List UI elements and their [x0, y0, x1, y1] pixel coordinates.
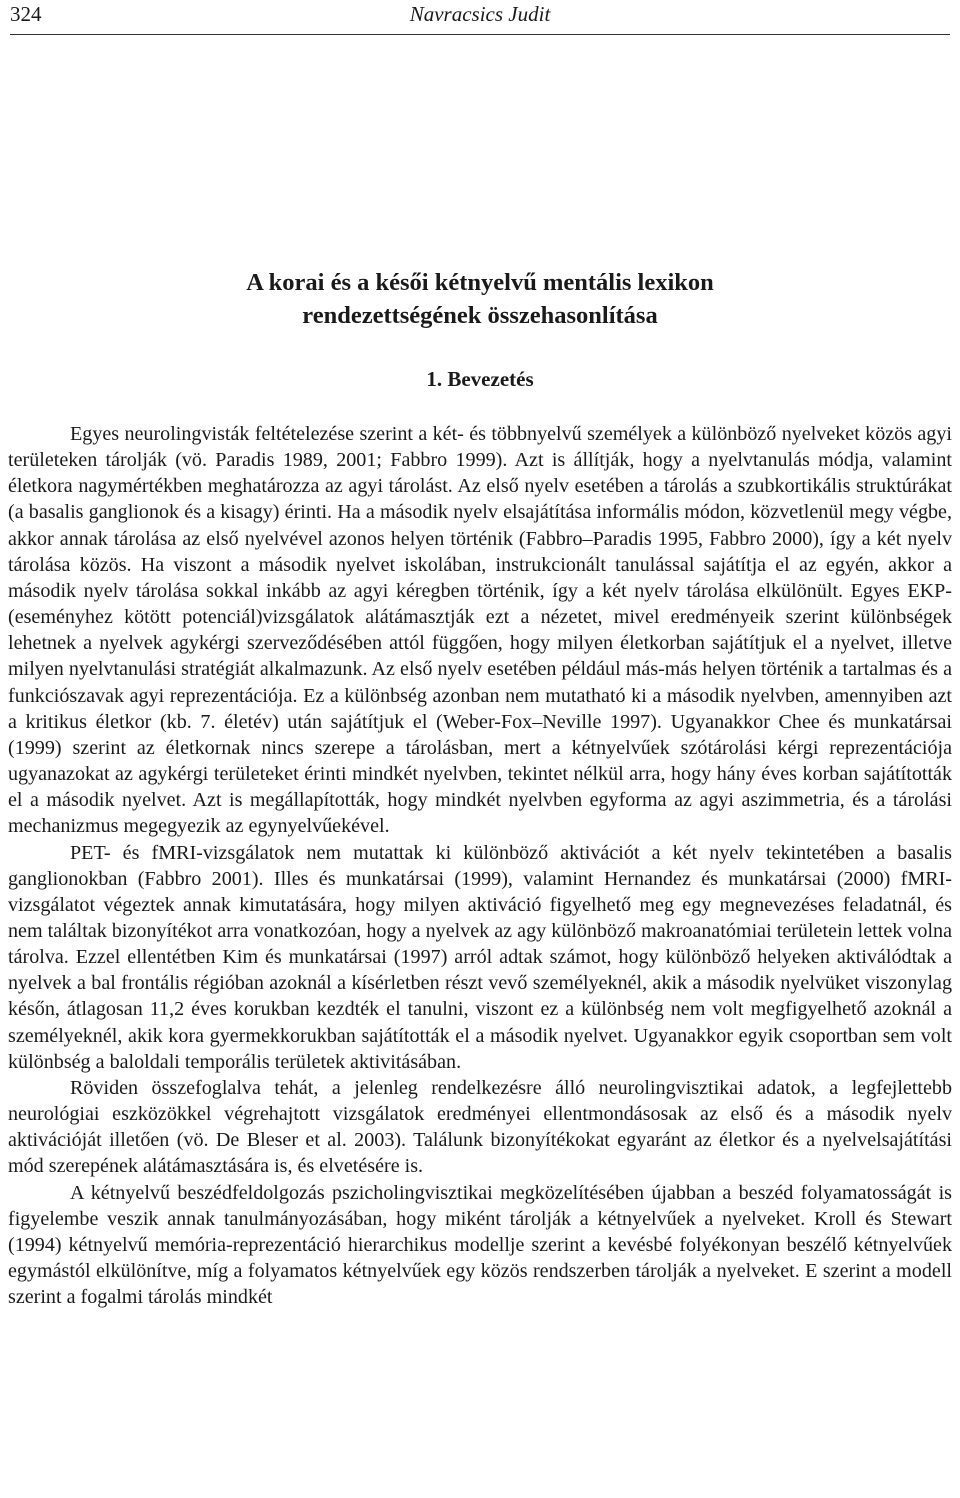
paragraph: PET- és fMRI-vizsgálatok nem mutattak ki különböző aktivációt a két nyelv tekintetében a basalis ganglionokban (Fabbro 2001). Illes és munkatársai (1999), valamint Hernandez és munkatársai (2000) fMRI-vizsgálatot végeztek annak kimutatására, hogy milyen aktiváció figyelhető meg egy megnevezéses feladatnál, és nem találtak bizonyítékot arra vonatkozóan, hogy a nyelvek az agy különböző makroanatómiai területein lettek volna tárolva. Ezzel ellentétben Kim és munkatársai (1997) arról adtak számot, hogy különböző helyeken aktiválódtak a nyelvek a bal frontális régióban azoknál a kísérletben részt vevő személyeknél, akik a második nyelvüket viszonylag későn, átlagosan 11,2 éves korukban kezdték el tanulni, viszont ez a különbség nem volt megfigyelhető azoknál a személyeknél, akik kora gyermekkorukban sajátították el a második nyelvet. Ugyanakkor egyik csoportban sem volt különbség a baloldali temporális területek aktivitásában.: [8, 841, 952, 1073]
paragraph: Röviden összefoglalva tehát, a jelenleg rendelkezésre álló neurolingvisztikai adatok, a legfejlettebb neurológiai eszközökkel végrehajtott vizsgálatok eredményei ellentmondásosak az első és a második nyelv aktivációját illetően (vö. De Bleser et al. 2003). Találunk bizonyítékokat egyaránt az életkor és a nyelvelsajátítási mód szerepének alátámasztására is, és elvetésére is.: [8, 1076, 952, 1178]
page-number: 324: [10, 2, 42, 26]
section-heading: 1. Bevezetés: [426, 367, 534, 391]
article-title-line-1: A korai és a késői kétnyelvű mentális lexikon: [246, 269, 714, 296]
running-header: [10, 0, 950, 35]
paragraph: A kétnyelvű beszédfeldolgozás pszicholingvisztikai megközelítésében újabban a beszéd folyamatosságát is figyelembe veszik annak tanulmányozásában, hogy miként tárolják a kétnyelvűek a nyelveket. Kroll és Stewart (1994) kétnyelvű memória-reprezentáció hierarchikus modellje szerint a kevésbé folyékonyan beszélő kétnyelvűek egymástól elkülönítve, míg a folyamatos kétnyelvűek egy közös rendszerben tárolják a nyelveket. E szerint a modell szerint a fogalmi tárolás mindkét: [8, 1181, 952, 1309]
body-text: [8, 421, 952, 1310]
running-author: Navracsics Judit: [409, 2, 551, 26]
article-title-line-2: rendezettségének összehasonlítása: [302, 302, 658, 329]
article-title: [0, 266, 960, 332]
paragraph: Egyes neurolingvisták feltételezése szerint a két- és többnyelvű személyek a különböző nyelveket közös agyi területeken tárolják (vö. Paradis 1989, 2001; Fabbro 1999). Azt is állítják, hogy a nyelvtanulás módja, valamint életkora nagymértékben meghatározza az agyi tárolást. Az első nyelv esetében a tárolás a szubkortikális struktúrákat (a basalis ganglionok és a kisagy) érinti. Ha a második nyelv elsajátítása informális módon, közvetlenül megy végbe, akkor annak tárolása az első nyelvével azonos helyen történik (Fabbro–Paradis 1995, Fabbro 2000), így a két nyelv tárolása közös. Ha viszont a második nyelvet iskolában, instrukcionált tanulással sajátítja el az egyén, akkor a második nyelv tárolása sokkal inkább az agyi kéregben történik, így a két nyelv tárolása elkülönült. Egyes EKP-(eseményhez kötött potenciál)vizsgálatok alátámasztják ezt a nézetet, mivel eredményeik szerint különbségek lehetnek a nyelvek agykérgi szerveződésében attól függően, hogy milyen életkorban sajátítjuk el a nyelvet, illetve milyen nyelvtanulási stratégiát alkalmazunk. Az első nyelv esetében például más-más helyen történik a tartalmas és a funkciószavak agyi reprezentációja. Ez a különbség azonban nem mutatható ki a második nyelvben, amennyiben azt a kritikus életkor (kb. 7. életév) után sajátítjuk el (Weber-Fox–Neville 1997). Ugyanakkor Chee és munkatársai (1999) szerint az életkornak nincs szerepe a tárolásban, mert a kétnyelvűek szótárolási kérgi reprezentációja ugyanazokat az agykérgi területeket érinti mindkét nyelvben, tekintet nélkül arra, hogy hány éves korban sajátították el a második nyelvet. Azt is megállapították, hogy mindkét nyelvben egyforma az agyi aszimmetria, és a tárolási mechanizmus megegyezik az egynyelvűekével.: [8, 423, 952, 838]
